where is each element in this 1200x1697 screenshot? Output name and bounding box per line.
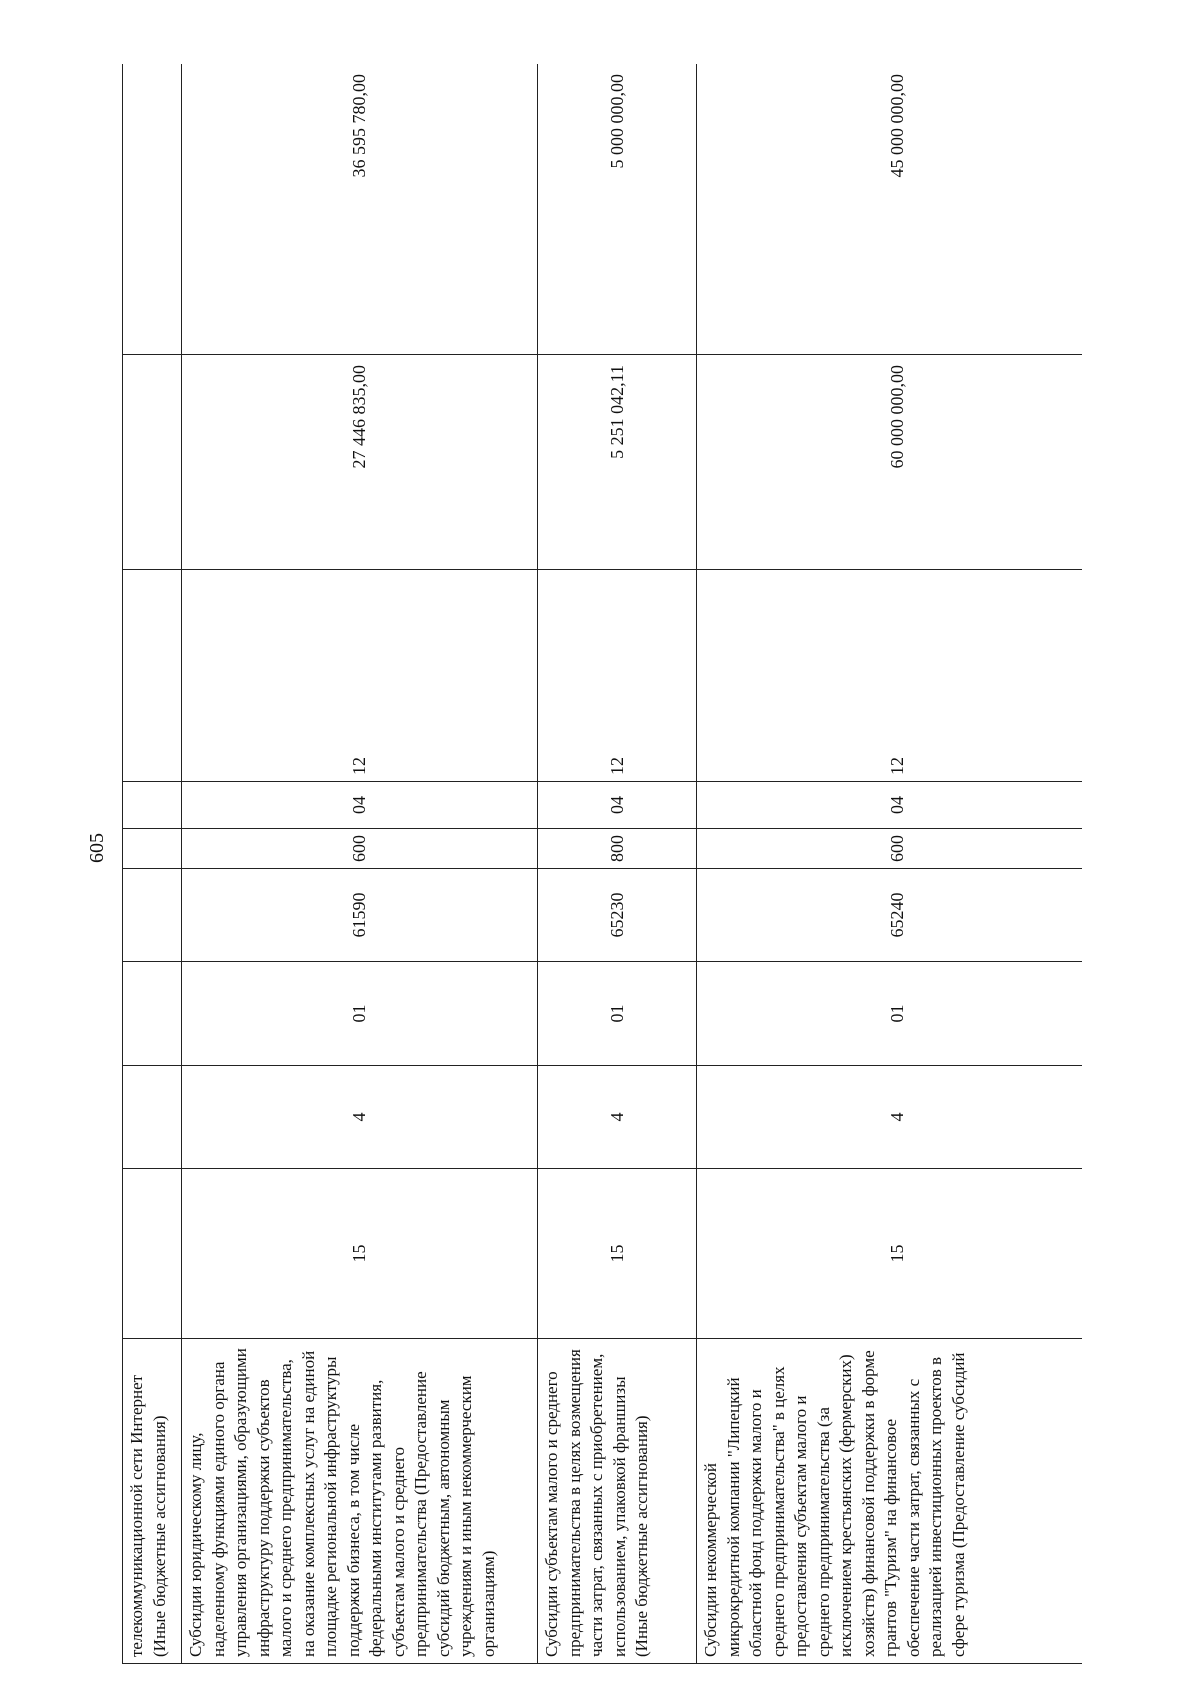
- amount-cell-1: 60 000 000,00: [697, 355, 1083, 570]
- row-description: Субсидии некоммерческой микрокредитной компании "Липецкий областной фонд поддержки малого и среднего предпринимательства" в целях предоставления субъектам малого и среднего предпринимательства (за исключением крестьянских (фермерских) хозяйств) финансовой поддержки в форме грантов "Туризм" на финансовое обеспечение части затрат, связанных с реализацией инвестиционных проектов в сфере туризма (Предоставление субсидий: [697, 1339, 1083, 1664]
- amount-cell-2: 36 595 780,00: [182, 64, 538, 355]
- code-cell-a: 15: [538, 1169, 697, 1339]
- row-description: телекоммуникационной сети Интернет (Иные бюджетные ассигнования): [123, 1339, 182, 1664]
- amount-cell-1: 5 251 042,11: [538, 355, 697, 570]
- code-cell-e: 800: [538, 829, 697, 869]
- table-row: [182, 64, 538, 1664]
- code-cell-c: 01: [697, 962, 1083, 1066]
- amount-cell-1: 27 446 835,00: [182, 355, 538, 570]
- code-cell-d: 65240: [697, 869, 1083, 962]
- code-cell-d: 65230: [538, 869, 697, 962]
- code-cell-b: 4: [697, 1066, 1083, 1169]
- code-cell-c: 01: [182, 962, 538, 1066]
- code-cell-f: 04: [697, 782, 1083, 829]
- code-cell-c: 01: [538, 962, 697, 1066]
- code-cell-e: 600: [697, 829, 1083, 869]
- empty-cell: [123, 962, 182, 1066]
- code-cell-a: 15: [697, 1169, 1083, 1339]
- code-cell-a: 15: [182, 1169, 538, 1339]
- code-cell-g: 12: [182, 570, 538, 782]
- code-cell-f: 04: [538, 782, 697, 829]
- budget-table-frame: [122, 64, 1082, 1664]
- code-cell-b: 4: [538, 1066, 697, 1169]
- empty-cell: [123, 782, 182, 829]
- page-number: 605: [86, 833, 108, 863]
- amount-cell-2: 45 000 000,00: [697, 64, 1083, 355]
- row-description: Субсидии юридическому лицу, наделенному функциями единого органа управления организациями, образующими инфраструктуру поддержки субъектов малого и среднего предпринимательства, на оказание комплексных услуг на единой площадке региональной инфраструктуры поддержки бизнеса, в том числе федеральными институтами развития, субъектам малого и среднего предпринимательства (Предоставление субсидий бюджетным, автономным учреждениям и иным некоммерческим организациям): [182, 1339, 538, 1664]
- empty-cell: [123, 570, 182, 782]
- code-cell-b: 4: [182, 1066, 538, 1169]
- row-description: Субсидии субъектам малого и среднего предпринимательства в целях возмещения части затрат, связанных с приобретением, использованием, упаковкой франшизы (Иные бюджетные ассигнования): [538, 1339, 697, 1664]
- empty-cell: [123, 64, 182, 355]
- empty-cell: [123, 1169, 182, 1339]
- amount-cell-2: 5 000 000,00: [538, 64, 697, 355]
- table-row: [538, 64, 697, 1664]
- code-cell-g: 12: [697, 570, 1083, 782]
- empty-cell: [123, 355, 182, 570]
- empty-cell: [123, 1066, 182, 1169]
- code-cell-d: 61590: [182, 869, 538, 962]
- code-cell-f: 04: [182, 782, 538, 829]
- budget-table-rotated: [122, 64, 1082, 1664]
- empty-cell: [123, 829, 182, 869]
- table-row: [697, 64, 1083, 1664]
- budget-table: [122, 64, 1082, 1664]
- empty-cell: [123, 869, 182, 962]
- code-cell-e: 600: [182, 829, 538, 869]
- table-row-header: [123, 64, 182, 1664]
- code-cell-g: 12: [538, 570, 697, 782]
